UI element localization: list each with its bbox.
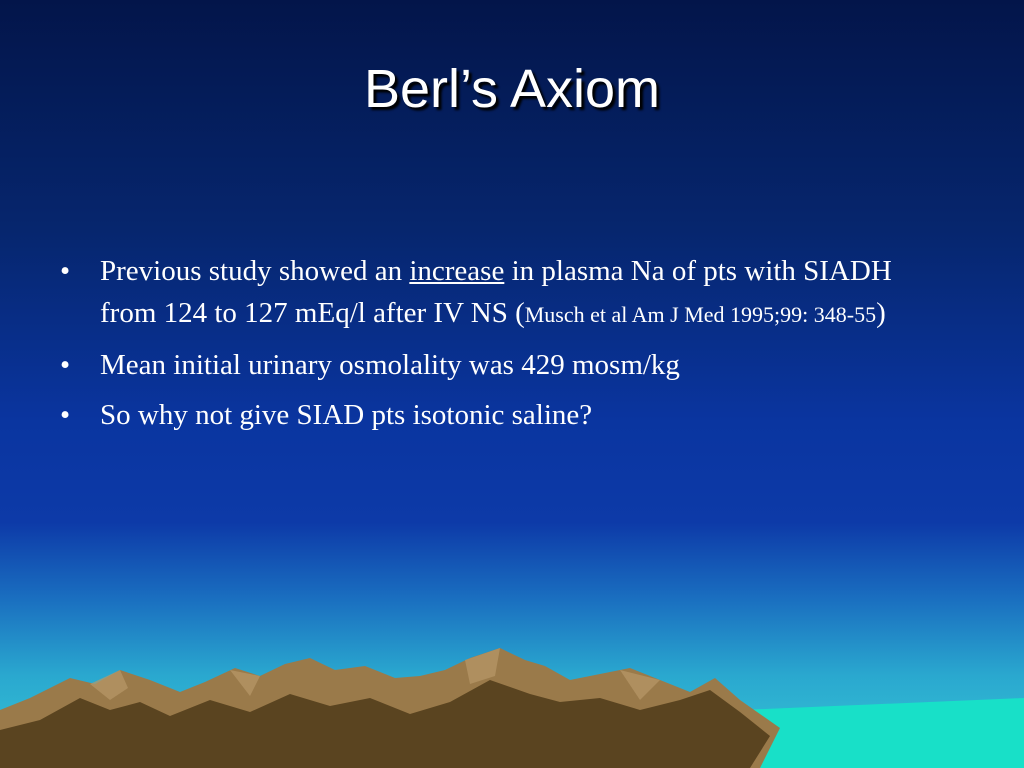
bullet-icon: •: [60, 349, 71, 381]
slide-title: Berl’s Axiom: [363, 59, 661, 119]
bullet-text-post: in plasma Na of pts with SIADH from 124 to 127 mEq/l after IV NS (: [100, 255, 892, 329]
bullet-item-1: [60, 250, 940, 336]
bullet-text-underlined: increase: [409, 255, 505, 287]
mountain-landscape: [0, 640, 1024, 768]
bullet-item-2: [60, 344, 940, 386]
bullet-text: Mean initial urinary osmolality was 429 mosm/kg: [100, 349, 680, 381]
citation: Musch et al Am J Med 1995;99: 348-55: [524, 302, 877, 327]
bullet-icon: •: [60, 255, 71, 287]
bullet-icon: •: [60, 399, 71, 431]
bullet-text-close: ): [876, 297, 886, 329]
bullet-text: So why not give SIAD pts isotonic saline?: [100, 399, 593, 431]
bullet-text-pre: Previous study showed an: [100, 255, 410, 287]
bullet-item-3: [60, 394, 940, 436]
bullet-list: [60, 250, 940, 444]
